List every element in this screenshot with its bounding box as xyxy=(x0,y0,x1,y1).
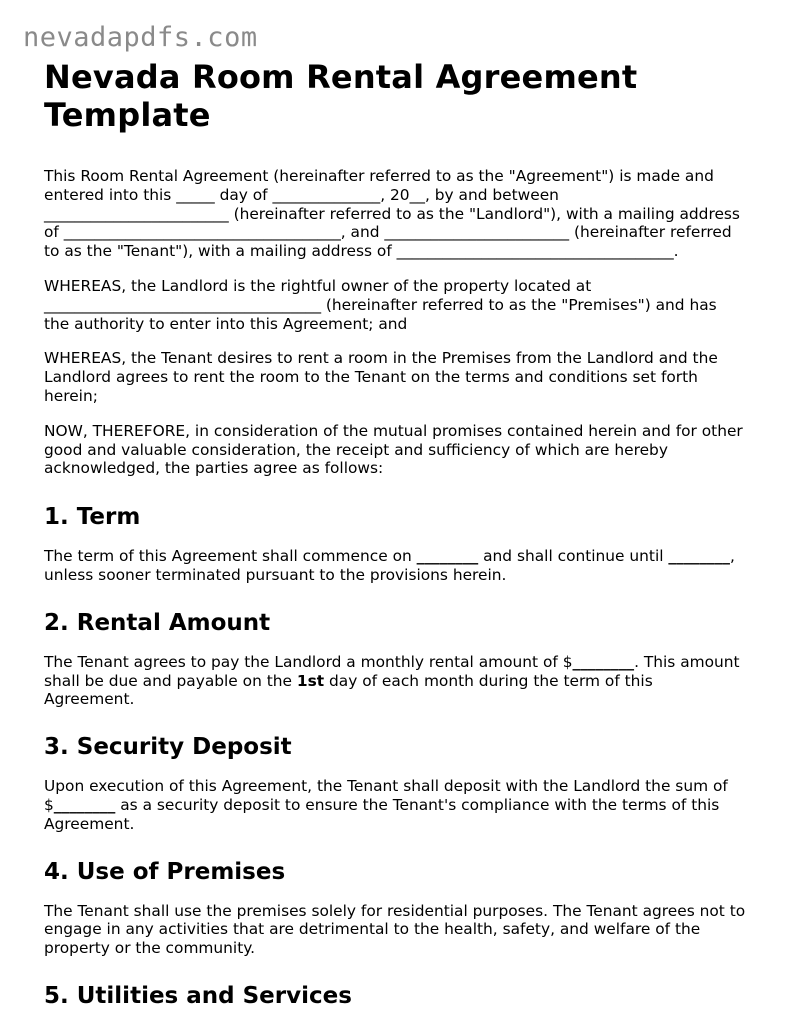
section-body-use-of-premises: The Tenant shall use the premises solely for residential purposes. The Tenant agrees not to engage in any activities that are detrimental to the health, safety, and welfare of the property or the community. xyxy=(44,901,746,958)
intro-paragraph: This Room Rental Agreement (hereinafter referred to as the "Agreement") is made and entered into this _____ day of ______________, 20__, by and between ________________________ (hereinafter referred to as the "Landlord"), with a mailing address of ____________________________________, and ________________________ (hereinafter referred to as the "Tenant"), with a mailing address of ____________________________________. xyxy=(44,167,740,261)
whereas-owner-paragraph: WHEREAS, the Landlord is the rightful owner of the property located at ____________________________________ (hereinafter referred to as the "Premises") and has the authority to enter into this Agreement; and xyxy=(44,276,717,333)
section-body-term: The term of this Agreement shall commence on ________ and shall continue until ________, unless sooner terminated pursuant to the provisions herein. xyxy=(44,547,735,584)
due-day: 1st xyxy=(296,671,325,690)
document xyxy=(44,58,764,1010)
deposit-amount-blank: ________ xyxy=(53,795,116,814)
section-heading-security-deposit: 3. Security Deposit xyxy=(44,734,292,761)
watermark-logo: nevadapdfs.com xyxy=(23,22,258,53)
whereas-tenant-paragraph: WHEREAS, the Tenant desires to rent a room in the Premises from the Landlord and the Landlord agrees to rent the room to the Tenant on the terms and conditions set forth herein; xyxy=(44,349,718,405)
rent-amount-blank: ________ xyxy=(572,652,635,671)
section-body-rental-amount: The Tenant agrees to pay the Landlord a monthly rental amount of $________. This amount shall be due and payable on the 1st day of each month during the term of this Agreement. xyxy=(44,652,740,709)
section-heading-utilities: 5. Utilities and Services xyxy=(44,982,352,1009)
section-body-security-deposit: Upon execution of this Agreement, the Tenant shall deposit with the Landlord the sum of $________ as a security deposit to ensure the Tenant's compliance with the terms of this Agreement. xyxy=(44,777,728,833)
term-end-blank: ________ xyxy=(668,547,730,566)
document-title: Nevada Room Rental Agreement Template xyxy=(44,58,638,134)
section-heading-rental-amount: 2. Rental Amount xyxy=(44,609,271,636)
section-heading-use-of-premises: 4. Use of Premises xyxy=(44,858,286,885)
now-therefore-paragraph: NOW, THEREFORE, in consideration of the mutual promises contained herein and for other good and valuable consideration, the receipt and sufficiency of which are hereby acknowledged, the parties agree as follows: xyxy=(44,421,743,478)
term-start-blank: ________ xyxy=(416,547,479,566)
section-heading-term: 1. Term xyxy=(44,504,141,531)
